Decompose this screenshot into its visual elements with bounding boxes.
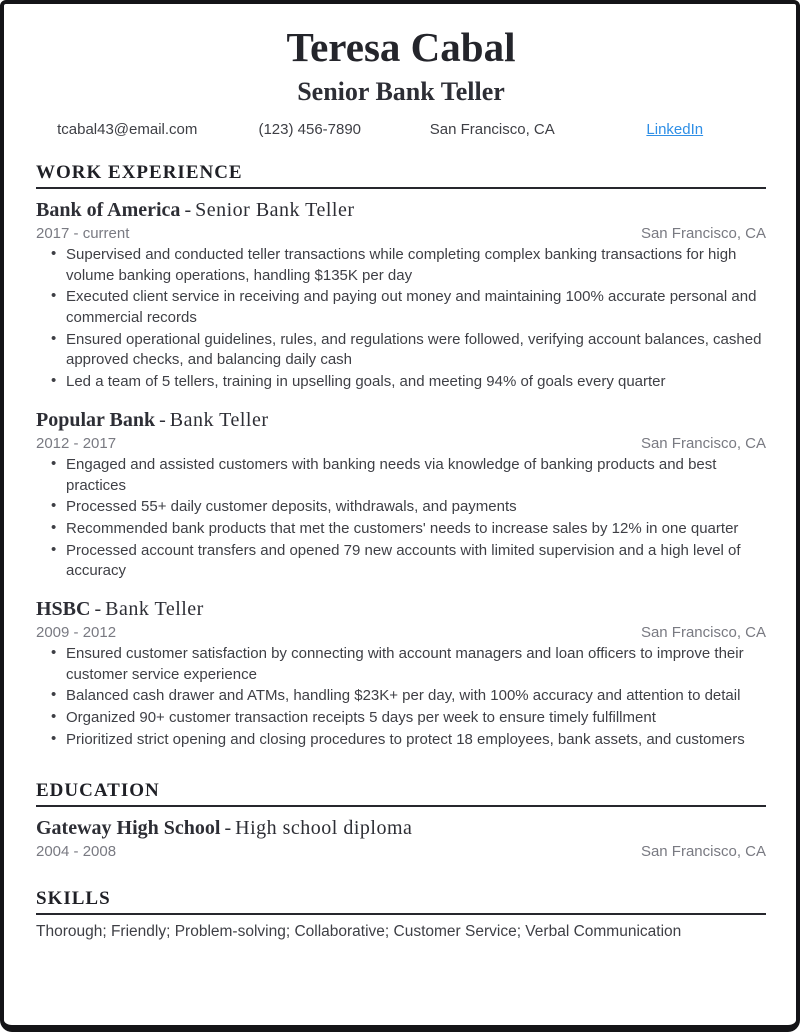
bullet-item: • Ensured customer satisfaction by connecting with account managers and loan officers to improve their customer service experience — [66, 644, 766, 685]
education-meta-row — [36, 843, 766, 860]
candidate-job-title: Senior Bank Teller — [297, 77, 505, 107]
bullet-item: • Organized 90+ customer transaction receipts 5 days per week to ensure timely fulfillment — [66, 708, 766, 729]
bullet-item: • Prioritized strict opening and closing procedures to protect 18 employees, bank assets, and customers — [66, 730, 766, 751]
job-dates: 2009 - 2012 — [36, 623, 117, 641]
bullet-item: • Executed client service in receiving and paying out money and maintaining 100% accurate personal and commercial records — [66, 287, 766, 328]
bullet-item: • Balanced cash drawer and ATMs, handling $23K+ per day, with 100% accuracy and attention to detail — [66, 686, 766, 707]
job-meta-row — [36, 624, 766, 641]
section-heading-skills: SKILLS — [36, 888, 766, 915]
bullet-item: • Processed account transfers and opened 79 new accounts with limited supervision and a high level of accuracy — [66, 541, 766, 582]
bullet-item: • Recommended bank products that met the customers' needs to increase sales by 12% in one quarter — [66, 519, 766, 540]
title-separator: - — [184, 199, 192, 222]
company-name: Popular Bank — [36, 408, 156, 431]
title-separator: - — [94, 597, 102, 620]
school-name: Gateway High School — [36, 817, 221, 840]
job-role: Bank Teller — [105, 597, 204, 620]
contact-email: tcabal43@email.com — [57, 121, 198, 139]
section-heading-work-experience: WORK EXPERIENCE — [36, 162, 766, 189]
company-name: Bank of America — [36, 199, 181, 222]
contact-location: San Francisco, CA — [429, 121, 555, 139]
job-title-row — [36, 408, 766, 432]
job-meta-row — [36, 225, 766, 242]
bullet-item: • Led a team of 5 tellers, training in upselling goals, and meeting 94% of goals every quarter — [66, 372, 766, 393]
job-location: San Francisco, CA — [640, 434, 766, 452]
title-separator: - — [159, 408, 166, 431]
job-bullet-list — [36, 245, 766, 393]
bullet-item: • Processed 55+ daily customer deposits, withdrawals, and payments — [66, 497, 766, 518]
education-title-row — [36, 816, 766, 840]
job-meta-row — [36, 435, 766, 452]
section-heading-education: EDUCATION — [36, 780, 766, 807]
contact-phone: (123) 456-7890 — [258, 121, 362, 139]
title-separator: - — [224, 817, 232, 840]
job-title-row — [36, 597, 766, 621]
contact-row — [36, 121, 766, 138]
education-location: San Francisco, CA — [640, 843, 766, 861]
candidate-name: Teresa Cabal — [286, 24, 516, 70]
resume-header — [36, 24, 766, 138]
job-title-row — [36, 198, 766, 222]
linkedin-link[interactable]: LinkedIn — [646, 121, 704, 139]
degree: High school diploma — [235, 817, 413, 840]
job-bullet-list — [36, 644, 766, 750]
job-dates: 2017 - current — [36, 225, 130, 243]
job-role: Senior Bank Teller — [195, 199, 355, 222]
company-name: HSBC — [36, 597, 91, 620]
job-bullet-list — [36, 455, 766, 582]
job-role: Bank Teller — [169, 408, 269, 431]
bullet-item: • Supervised and conducted teller transactions while completing complex banking transactions for high volume banking operations, handling $135K per day — [66, 245, 766, 286]
job-dates: 2012 - 2017 — [36, 434, 117, 452]
skills-list: Thorough; Friendly; Problem-solving; Collaborative; Customer Service; Verbal Communication — [36, 923, 682, 941]
job-location: San Francisco, CA — [640, 225, 766, 243]
job-location: San Francisco, CA — [640, 623, 766, 641]
education-dates: 2004 - 2008 — [36, 843, 117, 861]
bullet-item: • Ensured operational guidelines, rules, and regulations were followed, verifying account balances, cashed approved checks, and balancing daily cash — [66, 330, 766, 371]
bullet-item: • Engaged and assisted customers with banking needs via knowledge of banking products and best practices — [66, 455, 766, 496]
